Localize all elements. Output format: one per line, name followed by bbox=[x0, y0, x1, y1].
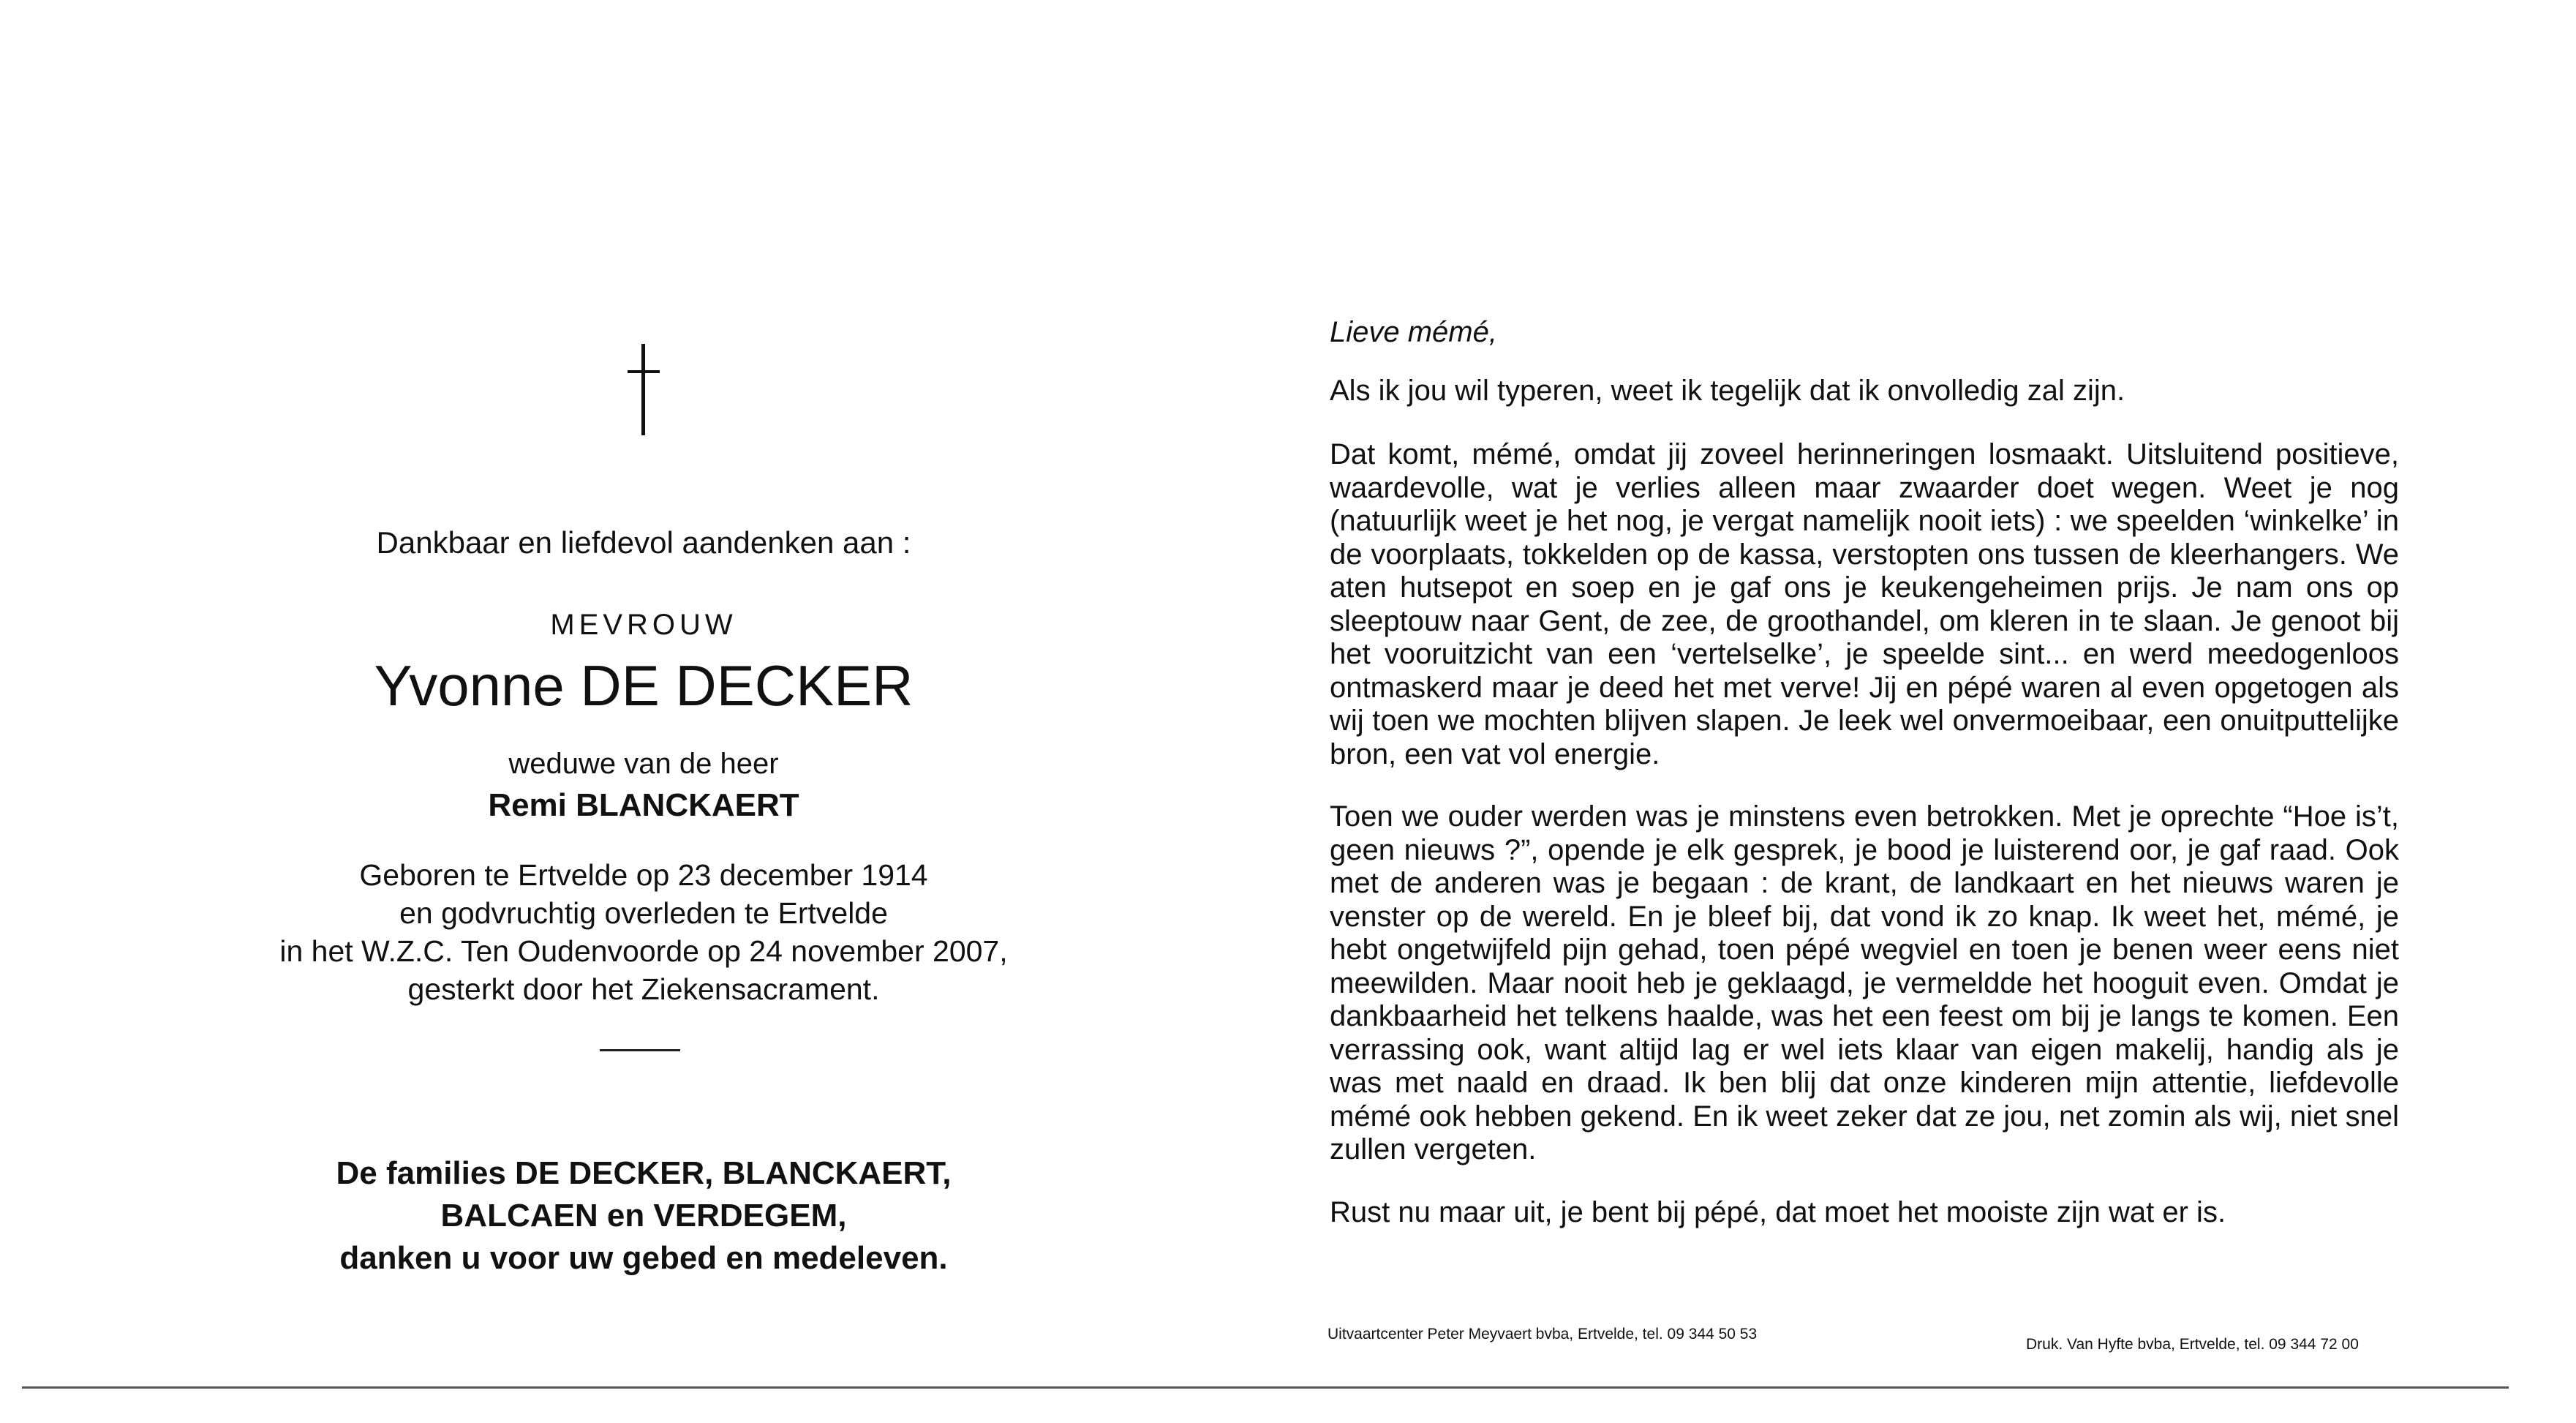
paragraph-2: Dat komt, mémé, omdat jij zoveel herinneringen losmaakt. Uitsluitend positieve, waardevolle, wat je verlies alleen maar zwaarder doet wegen. Weet je nog (natuurlijk weet je het nog, je vergat namelijk nooit iets) : we speelden ‘winkelke’ in de voorplaats, tokkelden op de kassa, verstopten ons tussen de kleerhangers. We aten hutsepot en soep en je gaf ons je keukengeheimen prijs. Je nam ons op sleeptouw naar Gent, de zee, de groothandel, om kleren in te slaan. Je genoot bij het vooruitzicht van een ‘vertelselke’, je speelde sint... en werd meedogenloos ontmaskerd maar je deed het met verve! Jij en pépé waren al even opgetogen als wij toen we mochten blijven slapen. Je leek wel onvermoeibaar, een onuitputtelijke bron, een vat vol energie. bbox=[1330, 438, 2399, 770]
bottom-border bbox=[22, 1386, 2509, 1389]
family-line: BALCAEN en VERDEGEM, bbox=[440, 1198, 847, 1234]
divider bbox=[600, 1049, 680, 1051]
born-line: gesterkt door het Ziekensacrament. bbox=[407, 972, 880, 1006]
family-line: De families DE DECKER, BLANCKAERT, bbox=[336, 1155, 952, 1191]
widow-line: weduwe van de heer bbox=[508, 748, 779, 780]
born-line: in het W.Z.C. Ten Oudenvoorde op 24 november 2007, bbox=[279, 934, 1008, 968]
family-block bbox=[219, 1152, 1068, 1280]
cross-icon bbox=[628, 344, 660, 435]
born-line: Geboren te Ertvelde op 23 december 1914 bbox=[359, 858, 928, 892]
paragraph-3: Toen we ouder werden was je minstens even betrokken. Met je oprechte “Hoe is’t, geen nieuws ?”, opende je elk gesprek, je bood je luisterend oor, je gaf raad. Ook met de anderen was je begaan : de krant, de landkaart en het nieuws waren je venster op de wereld. En je bleef bij, dat vond ik zo knap. Ik weet het, mémé, je hebt ongetwijfeld pijn gehad, toen pépé wegviel en toen je benen weer eens niet meewilden. Maar nooit heb je geklaagd, je vermeldde het hooguit even. Omdat je dankbaarheid het telkens haalde, was het een feest om bij je langs te komen. Een verrassing ook, want altijd lag er wel iets klaar van eigen makelij, handig als je was met naald en draad. Ik ben blij dat onze kinderen mijn attentie, liefdevolle mémé ook hebben gekend. En ik weet zeker dat ze jou, net zomin als wij, niet snel zullen vergeten. bbox=[1330, 800, 2399, 1165]
title-mevrouw: MEVROUW bbox=[550, 609, 737, 641]
family-line: danken u voor uw gebed en medeleven. bbox=[339, 1240, 948, 1276]
intro-text: Dankbaar en liefdevol aandenken aan : bbox=[376, 525, 911, 560]
paragraph-1: Als ik jou wil typeren, weet ik tegelijk dat ik onvolledig zal zijn. bbox=[1330, 374, 2125, 407]
paragraph-4: Rust nu maar uit, je bent bij pépé, dat moet het mooiste zijn wat er is. bbox=[1330, 1195, 2226, 1228]
undertaker-credit: Uitvaartcenter Peter Meyvaert bvba, Ertvelde, tel. 09 344 50 53 bbox=[1327, 1326, 1758, 1343]
birth-death-block bbox=[219, 856, 1068, 1008]
born-line: en godvruchtig overleden te Ertvelde bbox=[399, 896, 888, 930]
deceased-name: Yvonne DE DECKER bbox=[374, 653, 914, 718]
printer-credit: Druk. Van Hyfte bvba, Ertvelde, tel. 09 344 72 00 bbox=[2026, 1336, 2359, 1353]
spouse-name: Remi BLANCKAERT bbox=[488, 787, 799, 823]
right-panel bbox=[1330, 316, 2399, 1258]
greeting: Lieve mémé, bbox=[1330, 316, 1497, 348]
